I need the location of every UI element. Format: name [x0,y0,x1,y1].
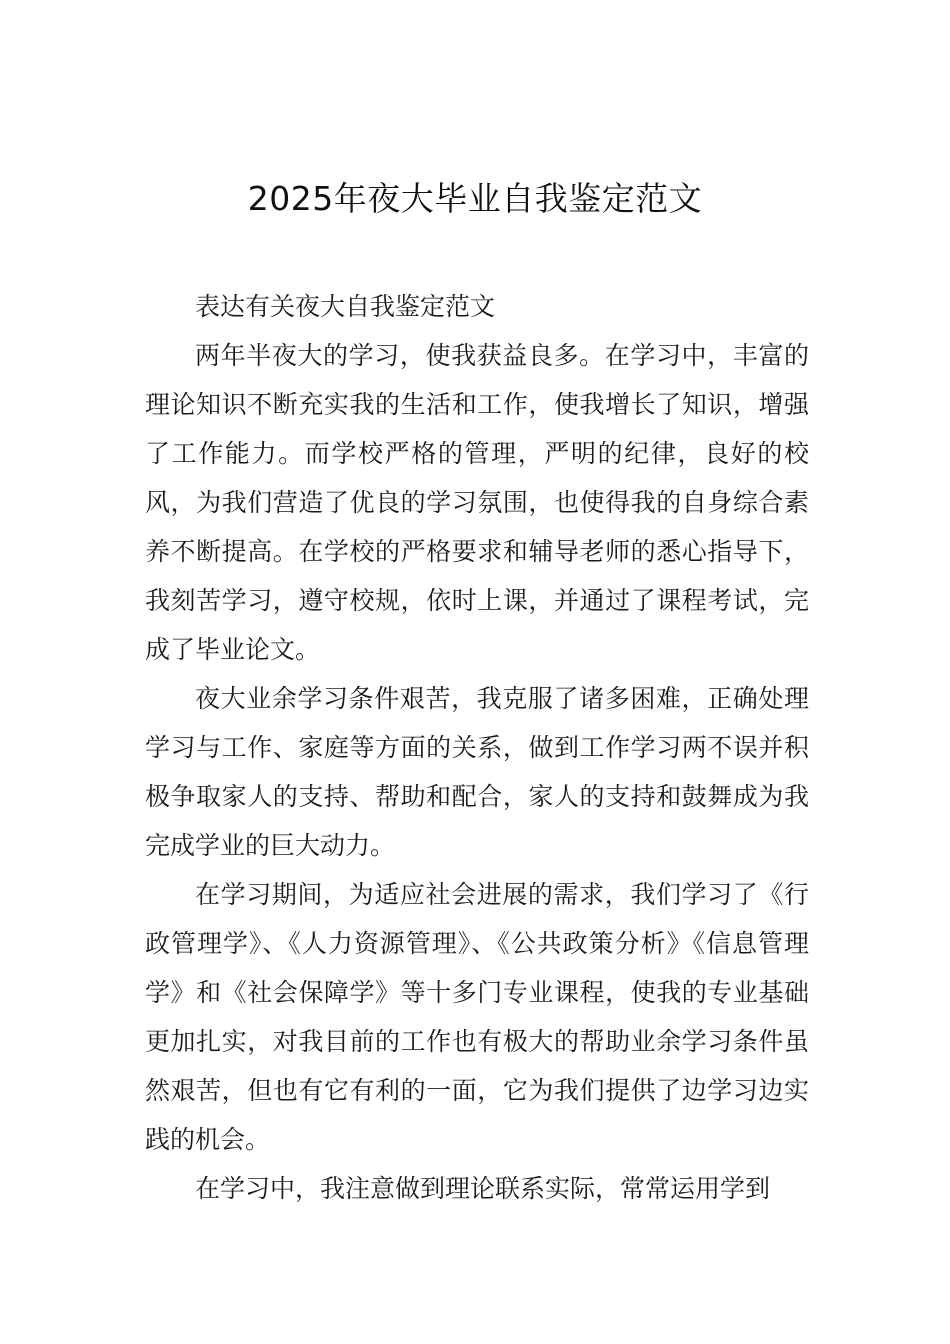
paragraph: 在学习中，我注意做到理论联系实际，常常运用学到 [195,1174,771,1203]
paragraph: 在学习期间，为适应社会进展的需求，我们学习了《行政管理学》、《人力资源管理》、《公共政策分析》《信息管理学》和《社会保障学》等十多门专业课程，使我的专业基础更加扎实，对我目前的工作也有极大的帮助业余学习条件虽然艰苦，但也有它有利的一面，它为我们提供了边学习边实践的机会。 [145,880,809,1154]
document-body [145,282,809,1213]
paragraph: 两年半夜大的学习，使我获益良多。在学习中，丰富的理论知识不断充实我的生活和工作，使我增长了知识，增强了工作能力。而学校严格的管理，严明的纪律，良好的校风，为我们营造了优良的学习氛围，也使得我的自身综合素养不断提高。在学校的严格要求和辅导老师的悉心指导下，我刻苦学习，遵守校规，依时上课，并通过了课程考试，完成了毕业论文。 [145,341,809,664]
document-title: 2025年夜大毕业自我鉴定范文 [247,179,703,218]
paragraph-intro-heading: 表达有关夜大自我鉴定范文 [195,292,496,321]
paragraph: 夜大业余学习条件艰苦，我克服了诸多困难，正确处理学习与工作、家庭等方面的关系，做到工作学习两不误并积极争取家人的支持、帮助和配合，家人的支持和鼓舞成为我完成学业的巨大动力。 [145,684,809,860]
